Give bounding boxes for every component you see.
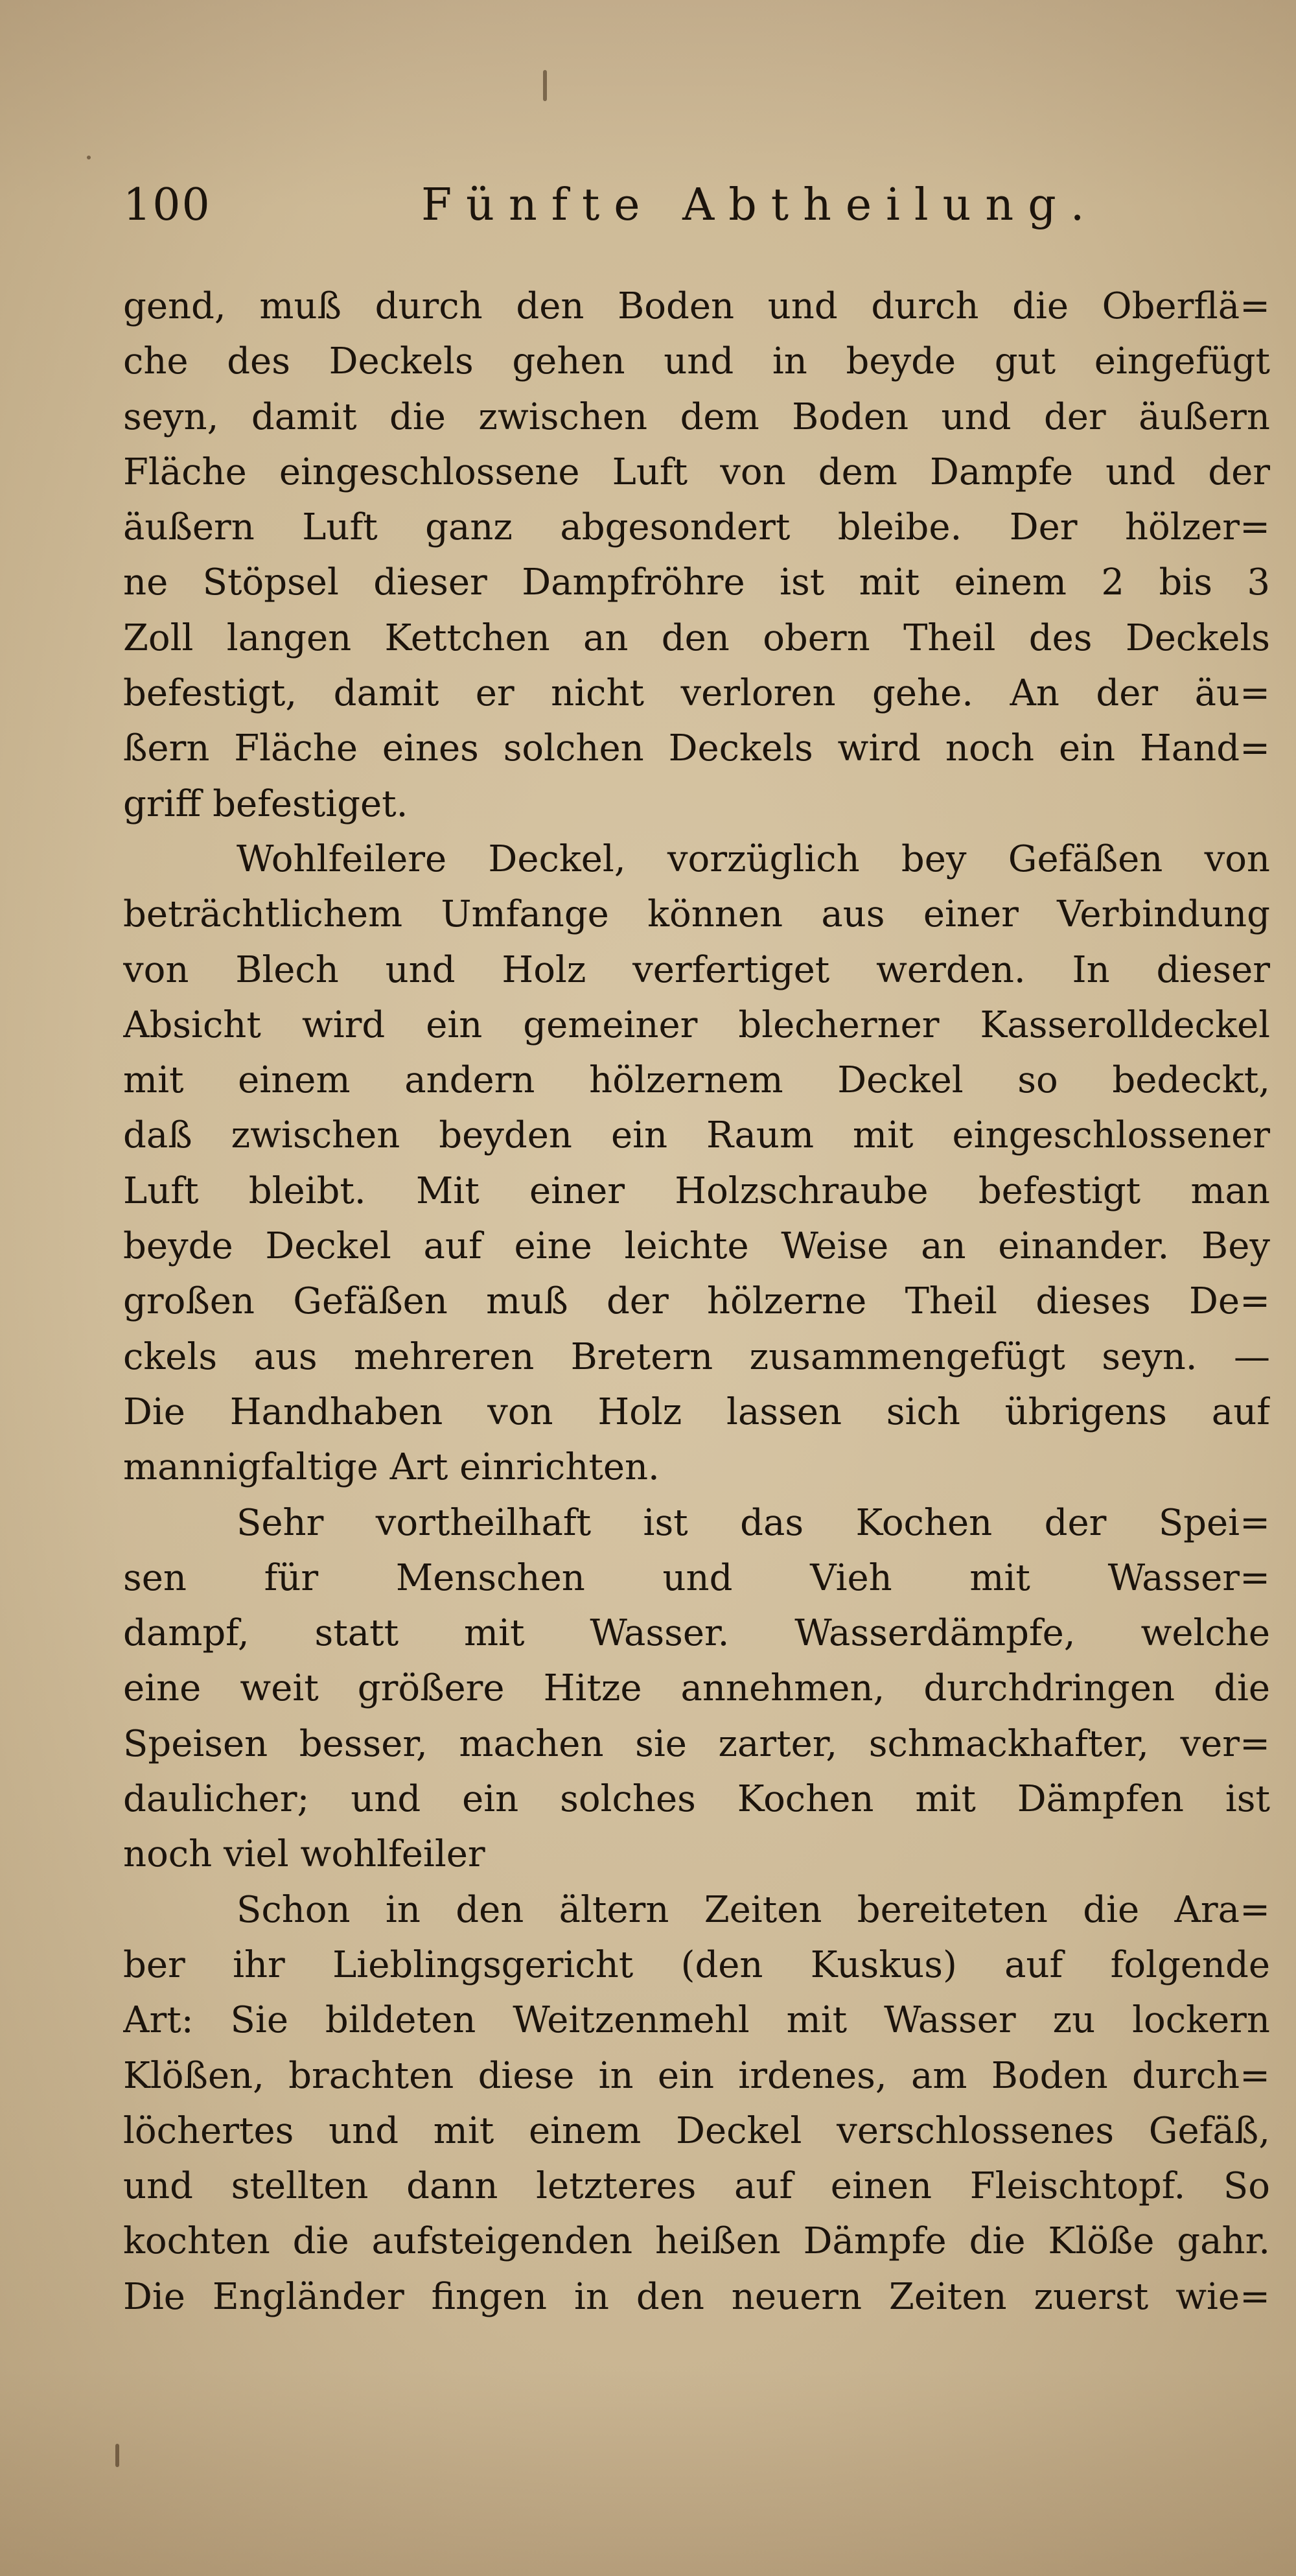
page-number: 100 xyxy=(123,180,211,231)
text-line: löchertes und mit einem Deckel verschlossenes Gefäß, xyxy=(123,2109,1270,2152)
text-line: Die Engländer fingen in den neuern Zeiten zuerst wie= xyxy=(123,2275,1270,2318)
text-line: daulicher; und ein solches Kochen mit Dämpfen ist xyxy=(123,1778,1270,1821)
text-line: und stellten dann letzteres auf einen Fleischtopf. So xyxy=(123,2165,1270,2208)
ink-speck xyxy=(543,70,547,101)
text-line: Schon in den ältern Zeiten bereiteten die Ara= xyxy=(237,1888,1270,1931)
text-line: noch viel wohlfeiler xyxy=(123,1833,485,1876)
text-line: Wohlfeilere Deckel, vorzüglich bey Gefäßen von xyxy=(237,837,1270,880)
text-line: kochten die aufsteigenden heißen Dämpfe die Klöße gahr. xyxy=(123,2220,1270,2263)
text-line: griff befestiget. xyxy=(123,782,408,825)
ink-speck xyxy=(115,2444,119,2467)
text-line: eine weit größere Hitze annehmen, durchdringen die xyxy=(123,1667,1270,1710)
text-line: che des Deckels gehen und in beyde gut eingefügt xyxy=(123,340,1270,383)
text-line: großen Gefäßen muß der hölzerne Theil dieses De= xyxy=(123,1280,1270,1323)
text-line: befestigt, damit er nicht verloren gehe. An der äu= xyxy=(123,672,1270,715)
text-line: Speisen besser, machen sie zarter, schmackhafter, ver= xyxy=(123,1722,1270,1765)
text-line: ßern Fläche eines solchen Deckels wird noch ein Hand= xyxy=(123,727,1270,770)
text-line: Absicht wird ein gemeiner blecherner Kasserolldeckel xyxy=(123,1003,1270,1046)
text-line: beyde Deckel auf eine leichte Weise an einander. Bey xyxy=(123,1225,1270,1268)
paragraph-4 xyxy=(123,1882,1270,2324)
text-line: mannigfaltige Art einrichten. xyxy=(123,1446,660,1489)
text-line: beträchtlichem Umfange können aus einer Verbindung xyxy=(123,893,1270,936)
ink-speck xyxy=(87,156,91,159)
paragraph-2 xyxy=(123,832,1270,1495)
text-line: Art: Sie bildeten Weitzenmehl mit Wasser zu lockern xyxy=(123,1999,1270,2042)
text-line: Die Handhaben von Holz lassen sich übrigens auf xyxy=(123,1390,1270,1433)
text-line: Fläche eingeschlossene Luft von dem Dampfe und der xyxy=(123,451,1270,493)
text-line: ne Stöpsel dieser Dampfröhre ist mit einem 2 bis 3 xyxy=(123,561,1270,604)
page-header xyxy=(123,170,1277,241)
text-line: ckels aus mehreren Bretern zusammengefügt seyn. — xyxy=(123,1335,1270,1378)
text-line: mit einem andern hölzernem Deckel so bedeckt, xyxy=(123,1059,1270,1102)
text-line: Klößen, brachten diese in ein irdenes, am Boden durch= xyxy=(123,2054,1270,2097)
text-line: Zoll langen Kettchen an den obern Theil des Deckels xyxy=(123,616,1270,659)
text-line: Sehr vortheilhaft ist das Kochen der Spei= xyxy=(237,1501,1270,1544)
text-line: sen für Menschen und Vieh mit Wasser= xyxy=(123,1556,1270,1599)
paragraph-1 xyxy=(123,279,1270,832)
text-line: äußern Luft ganz abgesondert bleibe. Der hölzer= xyxy=(123,506,1270,549)
text-line: Luft bleibt. Mit einer Holzschraube befestigt man xyxy=(123,1169,1270,1212)
text-line: von Blech und Holz verfertiget werden. In dieser xyxy=(123,948,1270,991)
text-line: ber ihr Lieblingsgericht (den Kuskus) auf folgende xyxy=(123,1943,1270,1986)
text-line: daß zwischen beyden ein Raum mit eingeschlossener xyxy=(123,1114,1270,1157)
text-line: gend, muß durch den Boden und durch die Oberflä= xyxy=(123,285,1270,327)
text-line: seyn, damit die zwischen dem Boden und der äußern xyxy=(123,395,1270,438)
running-title: Fünfte Abtheilung. xyxy=(421,180,1099,231)
text-line: dampf, statt mit Wasser. Wasserdämpfe, welche xyxy=(123,1612,1270,1655)
paragraph-3 xyxy=(123,1495,1270,1882)
body-text xyxy=(123,279,1270,2324)
